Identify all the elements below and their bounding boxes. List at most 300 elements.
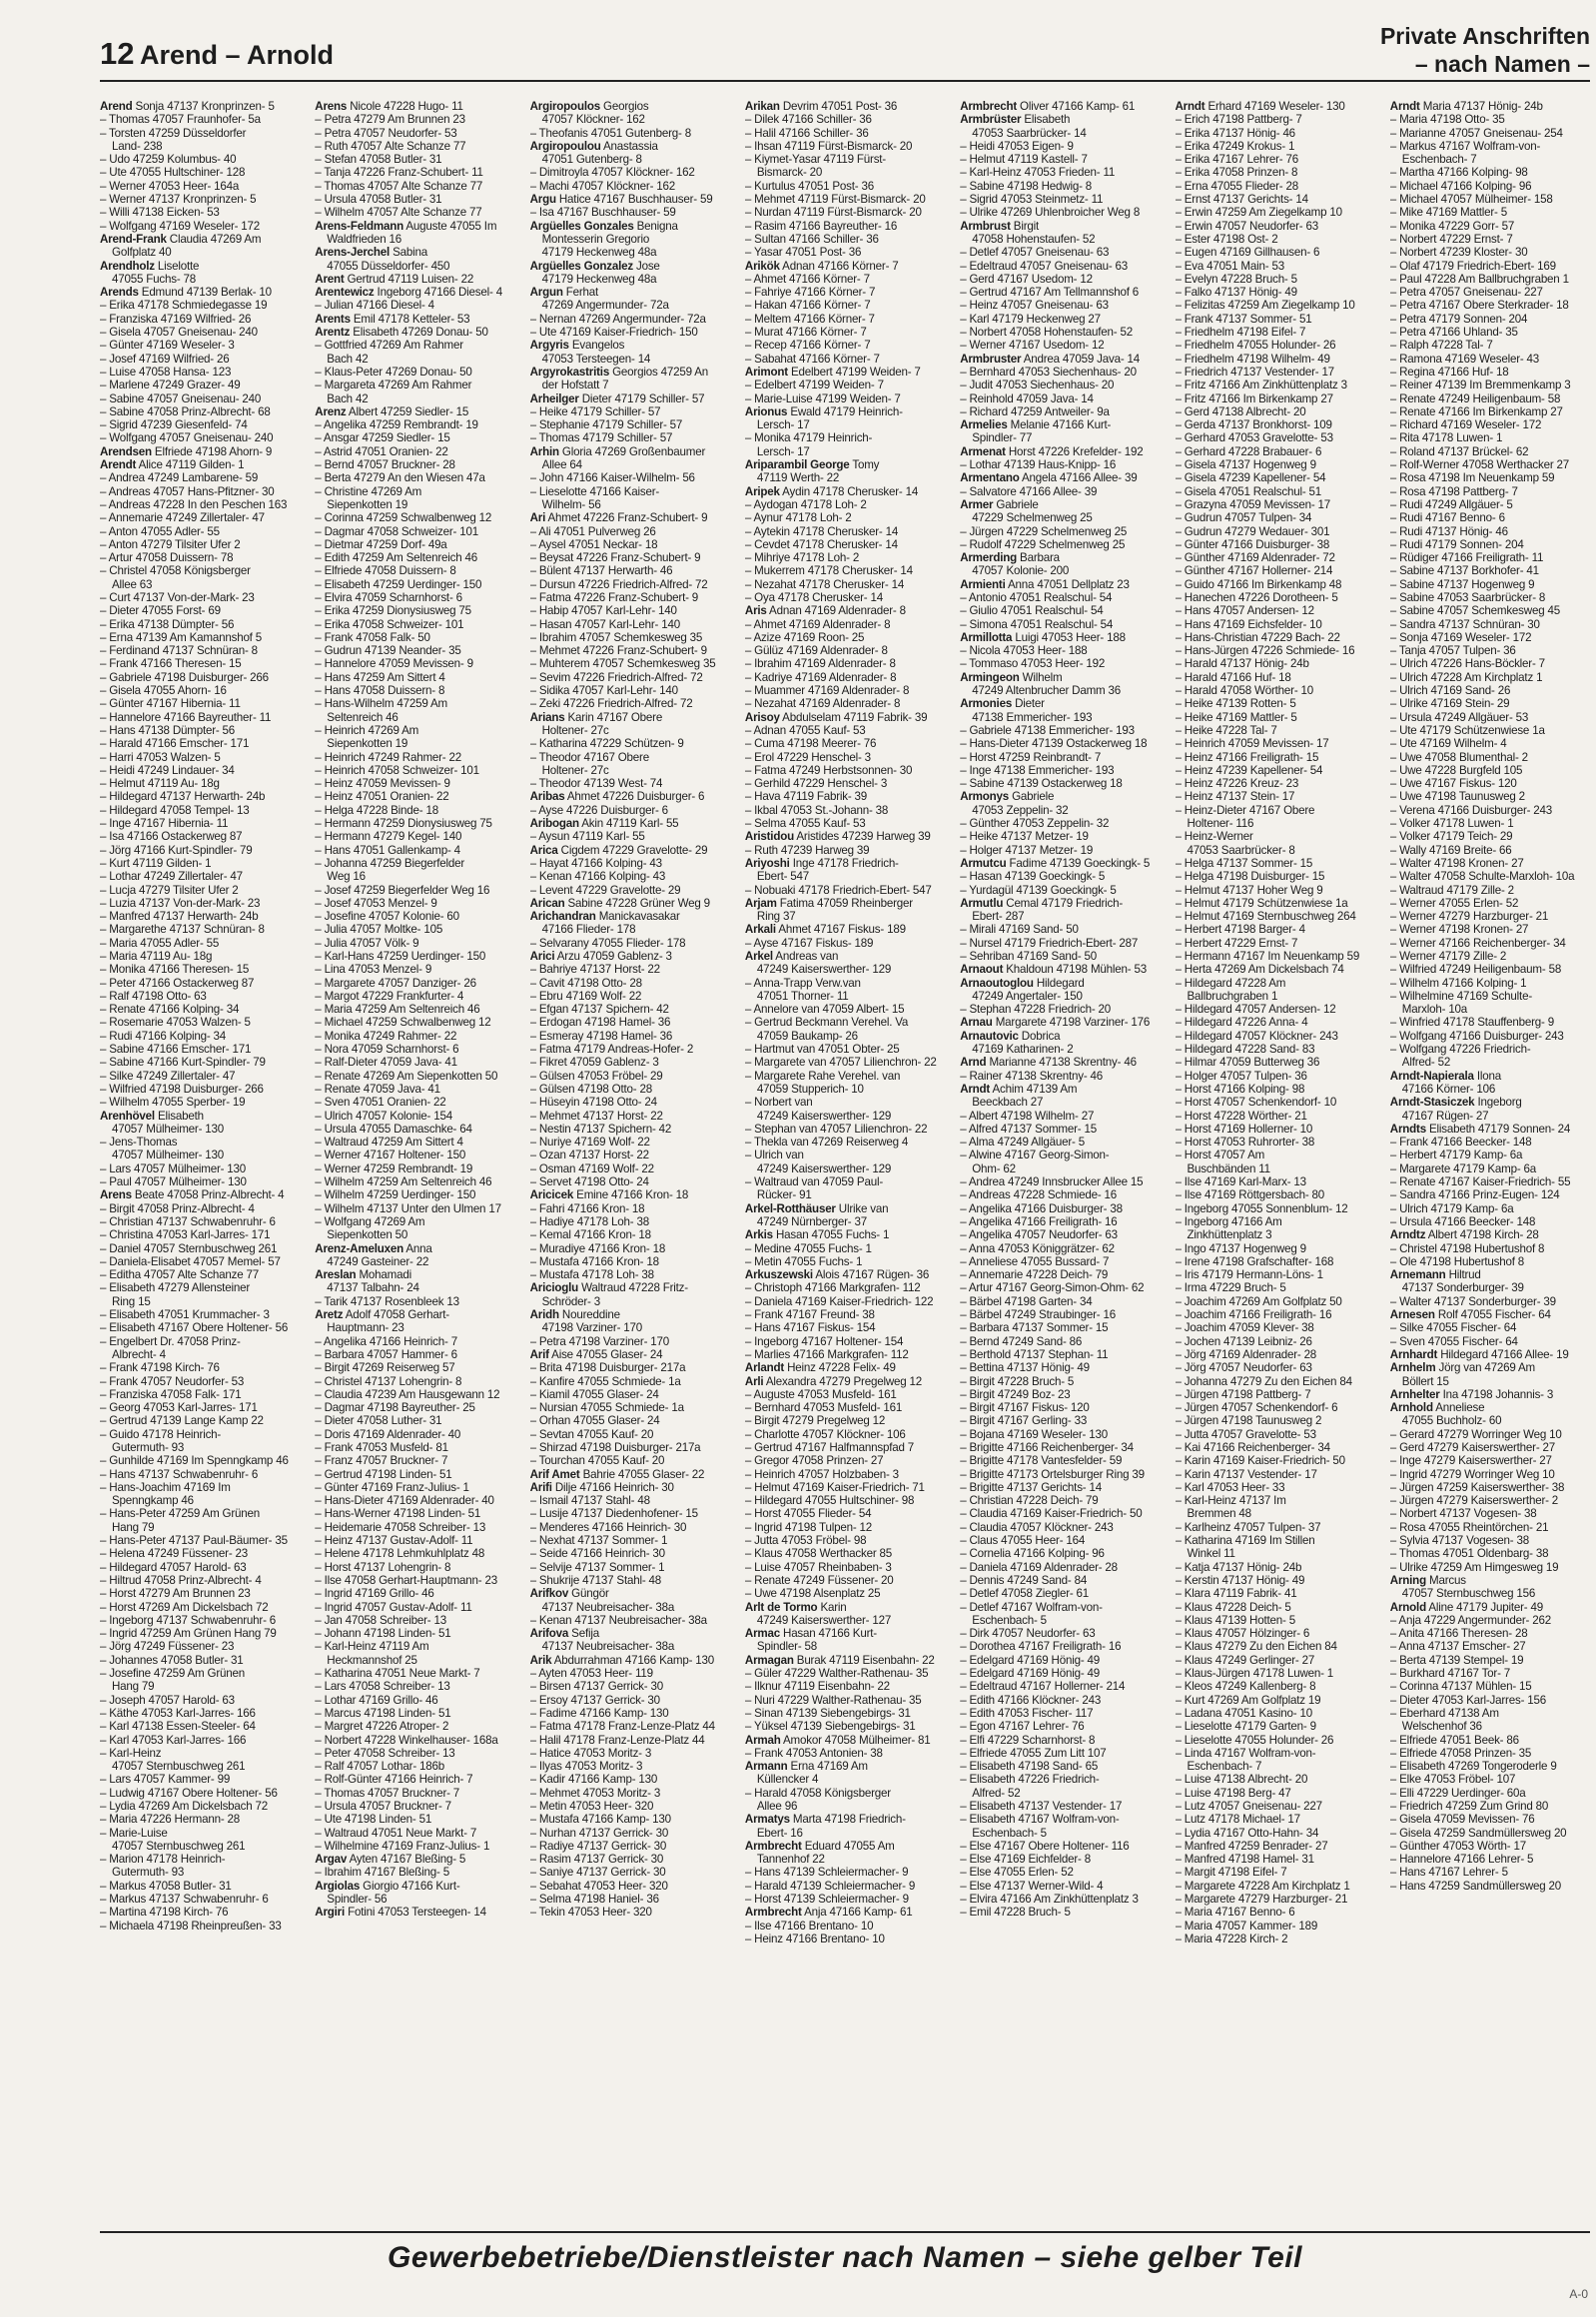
- listing-line: [315, 1773, 514, 1786]
- listing-line: [530, 445, 730, 458]
- listing-line: [1390, 379, 1590, 391]
- listing-line: [960, 1096, 1160, 1109]
- listing-text: – Johann 47198 Linden- 51: [315, 1627, 451, 1641]
- listing-line: [100, 1494, 300, 1507]
- listing-text: – Wolfgang 47226 Friedrich-: [1389, 1043, 1531, 1057]
- listing-line: [530, 286, 730, 299]
- listing-line: [530, 458, 730, 471]
- listing-text: – Bahriye 47137 Horst- 22: [529, 963, 660, 977]
- listing-surname: Ariparambil George: [744, 458, 850, 472]
- listing-line: [745, 392, 945, 405]
- listing-line: [530, 724, 730, 737]
- listing-text: – Horst 47057 Am: [1175, 1149, 1265, 1162]
- listing-text: – Ulrich 47228 Am Kirchplatz 1: [1389, 670, 1543, 684]
- listing-text: Beeckbach 27: [972, 1096, 1044, 1110]
- listing-text: – Annemarie 47249 Zillertaler- 47: [100, 511, 265, 525]
- listing-text: Ewald 47179 Heinrich-: [790, 404, 903, 418]
- listing-line: [315, 273, 514, 286]
- listing-line: [1390, 1707, 1590, 1720]
- listing-line: [1176, 1070, 1375, 1083]
- listing-text: – Günther 47053 Wörth- 17: [1389, 1839, 1526, 1853]
- listing-line: [745, 353, 945, 366]
- listing-text: – Wilhelm 47055 Sperber- 19: [100, 1096, 246, 1110]
- listing-line: [315, 525, 514, 538]
- listing-line: [100, 1016, 300, 1029]
- listing-line: [315, 1468, 514, 1481]
- listing-text: – Kadir 47166 Kamp- 130: [529, 1773, 658, 1787]
- listing-line: [530, 511, 730, 524]
- listing-surname: Arnd: [960, 1056, 987, 1070]
- listing-text: – Hüseyin 47198 Otto- 24: [529, 1096, 657, 1110]
- listing-line: [1176, 1428, 1375, 1441]
- listing-text: – Erna 47139 Am Kamannshof 5: [100, 630, 262, 644]
- listing-text: – Erika 47058 Prinzen- 8: [1175, 166, 1298, 180]
- listing-line: [530, 604, 730, 617]
- listing-line: [100, 127, 300, 140]
- listing-line: [315, 1295, 514, 1308]
- listing-text: – Gisela 47057 Gneisenau- 240: [100, 326, 258, 340]
- listing-text: – Guido 47178 Heinrich-: [100, 1427, 222, 1441]
- listing-surname: Arican: [529, 896, 565, 910]
- listing-line: [960, 764, 1160, 777]
- listing-line: [530, 498, 730, 511]
- listing-line: [960, 273, 1160, 286]
- listing-line: [530, 804, 730, 817]
- listing-text: – Hannelore 47166 Bayreuther- 11: [100, 710, 272, 724]
- listing-text: Dilje 47166 Heinrich- 30: [554, 1480, 674, 1494]
- listing-line: [315, 1481, 514, 1494]
- listing-text: Schröder- 3: [541, 1294, 600, 1308]
- listing-line: [100, 1720, 300, 1733]
- listing-text: – Harald 47166 Huf- 18: [1175, 670, 1291, 684]
- listing-line: [315, 1056, 514, 1069]
- listing-text: – Aytekin 47178 Cherusker- 14: [744, 524, 899, 538]
- listing-surname: Arli: [744, 1374, 764, 1388]
- listing-text: – Frank 47058 Falk- 50: [315, 630, 430, 644]
- listing-line: [530, 339, 730, 352]
- listing-text: – Hakan 47166 Körner- 7: [744, 299, 871, 313]
- listing-text: Elfriede 47198 Ahorn- 9: [154, 444, 273, 458]
- listing-line: [1390, 1680, 1590, 1693]
- listing-text: Ahmet 47226 Franz-Schubert- 9: [547, 511, 708, 525]
- listing-text: Dieter: [1015, 697, 1045, 711]
- listing-text: – Marcus 47198 Linden- 51: [315, 1706, 451, 1720]
- listing-line: [960, 1149, 1160, 1161]
- listing-text: – Horst 47166 Kolping- 98: [1175, 1082, 1305, 1096]
- listing-text: – Ayse 47226 Duisburger- 6: [529, 803, 668, 817]
- listing-line: [1176, 1361, 1375, 1374]
- listing-text: Tomy: [852, 458, 880, 472]
- listing-text: – Curt 47137 Von-der-Mark- 23: [100, 590, 255, 604]
- listing-text: – Annemarie 47228 Deich- 79: [960, 1268, 1109, 1282]
- listing-text: – Kurtulus 47051 Post- 36: [744, 179, 874, 193]
- listing-line: [960, 990, 1160, 1003]
- listing-text: Horst 47226 Krefelder- 192: [1008, 444, 1144, 458]
- listing-line: [1176, 1188, 1375, 1201]
- listing-line: [315, 153, 514, 166]
- listing-text: – Guido 47166 Im Birkenkamp 48: [1175, 577, 1342, 591]
- listing-text: Amokor 47058 Mülheimer- 81: [783, 1733, 931, 1747]
- listing-text: 47137 Neubreisacher- 38a: [541, 1640, 675, 1654]
- listing-line: [745, 1773, 945, 1786]
- listing-line: [315, 206, 514, 219]
- listing-line: [530, 1242, 730, 1255]
- listing-text: – Bojana 47169 Weseler- 130: [960, 1427, 1108, 1441]
- listing-line: [315, 1734, 514, 1747]
- listing-line: [1390, 1321, 1590, 1334]
- listing-text: – Ingeborg 47137 Schwabenruhr- 6: [100, 1613, 277, 1627]
- listing-line: [315, 817, 514, 830]
- listing-line: [100, 299, 300, 312]
- listing-text: – Güler 47229 Walther-Rathenau- 35: [744, 1667, 929, 1681]
- listing-line: [745, 405, 945, 418]
- listing-text: – Markus 47058 Butler- 31: [100, 1879, 232, 1893]
- listing-line: [530, 977, 730, 990]
- listing-surname: Arifkov: [529, 1587, 569, 1601]
- listing-text: – Ruth 47239 Harweg 39: [744, 843, 870, 857]
- listing-line: [960, 923, 1160, 936]
- listing-line: [315, 1760, 514, 1773]
- listing-line: [1390, 1654, 1590, 1667]
- listing-line: [1176, 777, 1375, 790]
- listing-line: [960, 1043, 1160, 1056]
- listing-text: – Paul 47228 Am Ballbruchgraben 1: [1389, 272, 1569, 286]
- listing-text: Angela 47166 Allee- 39: [1021, 471, 1138, 485]
- listing-text: – Edeltraud 47167 Hollerner- 214: [960, 1680, 1126, 1694]
- listing-line: [745, 431, 945, 444]
- listing-line: [100, 1242, 300, 1255]
- listing-line: [1390, 684, 1590, 697]
- listing-line: [1176, 697, 1375, 710]
- listing-line: [960, 1215, 1160, 1228]
- listing-line: [315, 140, 514, 153]
- listing-text: Emil 47178 Ketteler- 53: [353, 312, 470, 326]
- listing-text: 47055 Buchholz- 60: [1401, 1414, 1502, 1428]
- listing-text: 47166 Flieder- 178: [541, 923, 636, 937]
- listing-text: – Tekin 47053 Heer- 320: [529, 1906, 652, 1920]
- listing-surname: Argun: [529, 286, 563, 300]
- listing-line: [100, 884, 300, 897]
- listing-line: [530, 418, 730, 431]
- listing-line: [530, 1627, 730, 1640]
- listing-text: – Andreas 47228 Schmiede- 16: [960, 1188, 1118, 1202]
- listing-text: – Thomas 47057 Bruckner- 7: [315, 1786, 460, 1800]
- listing-line: [1390, 1773, 1590, 1786]
- listing-text: – Brita 47198 Duisburger- 217a: [529, 1361, 686, 1375]
- listing-text: – Erika 47167 Lehrer- 76: [1175, 153, 1298, 167]
- listing-text: Devrim 47051 Post- 36: [782, 100, 898, 113]
- listing-line: [745, 286, 945, 299]
- listing-line: [530, 233, 730, 246]
- listing-text: – Ingrid 47057 Gustav-Adolf- 11: [315, 1600, 472, 1614]
- listing-line: [315, 1162, 514, 1175]
- listing-text: – Zeki 47226 Friedrich-Alfred- 72: [529, 697, 693, 711]
- listing-text: – Thomas 47057 Alte Schanze 77: [315, 179, 483, 193]
- listing-line: [1176, 246, 1375, 259]
- listing-line: [1176, 711, 1375, 724]
- listing-line: [1176, 220, 1375, 233]
- listing-text: – Ramona 47169 Weseler- 43: [1389, 352, 1540, 366]
- listing-line: [960, 1654, 1160, 1667]
- listing-line: [1176, 1534, 1375, 1547]
- listing-line: [100, 1800, 300, 1813]
- listing-text: – Klaus 47228 Deich- 5: [1175, 1600, 1291, 1614]
- listing-text: – Ulrich van: [744, 1149, 804, 1162]
- listing-text: – Hildegard 47226 Anna- 4: [1175, 1016, 1308, 1030]
- listing-text: – Sultan 47166 Schiller- 36: [744, 232, 879, 246]
- listing-text: – Editha 47057 Alte Schanze 77: [100, 1268, 260, 1282]
- listing-text: – Ansgar 47259 Siedler- 15: [315, 431, 450, 445]
- listing-text: Adnan 47169 Aldenrader- 8: [769, 604, 906, 618]
- listing-line: [1390, 1188, 1590, 1201]
- listing-line: [960, 1388, 1160, 1401]
- listing-line: [960, 1534, 1160, 1547]
- listing-text: Hasan 47166 Kurt-: [783, 1627, 877, 1641]
- listing-line: [100, 140, 300, 153]
- listing-text: – Nezahat 47178 Cherusker- 14: [744, 577, 905, 591]
- listing-line: [530, 1454, 730, 1467]
- listing-line: [100, 777, 300, 790]
- listing-line: [1390, 1003, 1590, 1016]
- listing-text: Aise 47055 Glaser- 24: [551, 1347, 663, 1361]
- listing-line: [315, 990, 514, 1003]
- listing-line: [745, 764, 945, 777]
- listing-line: [1390, 1787, 1590, 1800]
- listing-line: [745, 525, 945, 538]
- listing-line: [530, 923, 730, 936]
- listing-line: [1390, 737, 1590, 750]
- listing-line: [745, 1162, 945, 1175]
- listing-text: – Karl-Heinz 47119 Am: [315, 1640, 429, 1654]
- listing-text: – Frank 47057 Neudorfer- 53: [100, 1374, 245, 1388]
- listing-line: [315, 1720, 514, 1733]
- listing-line: [745, 724, 945, 737]
- listing-line: [530, 1587, 730, 1600]
- listing-line: [315, 418, 514, 431]
- listing-line: [315, 1149, 514, 1161]
- listing-text: Ring 37: [756, 910, 796, 924]
- listing-surname: Arnold: [1389, 1600, 1426, 1614]
- listing-text: – Renate 47249 Heiligenbaum- 58: [1389, 391, 1561, 405]
- listing-line: [745, 1361, 945, 1374]
- listing-text: – Edeltraud 47057 Gneisenau- 63: [960, 259, 1129, 273]
- listing-line: [530, 1401, 730, 1414]
- listing-text: – Ozan 47137 Horst- 22: [529, 1149, 649, 1162]
- listing-text: – Werner 47179 Zille- 2: [1389, 950, 1507, 963]
- listing-line: [530, 246, 730, 259]
- listing-line: [745, 1242, 945, 1255]
- listing-surname: Ari: [529, 511, 546, 525]
- listing-line: [530, 1110, 730, 1123]
- listing-line: [100, 220, 300, 233]
- listing-line: [1176, 1083, 1375, 1096]
- listing-text: – Erika 47178 Schmiedegasse 19: [100, 299, 268, 313]
- listing-line: [960, 804, 1160, 817]
- listing-line: [530, 1880, 730, 1893]
- listing-line: [100, 1188, 300, 1201]
- listing-line: [745, 870, 945, 883]
- listing-text: 47167 Rügen- 27: [1401, 1109, 1489, 1123]
- listing-text: – Heinz 47239 Kapellener- 54: [1175, 763, 1323, 777]
- listing-line: [100, 1601, 300, 1614]
- listing-text: – Ahmet 47166 Körner- 7: [744, 272, 870, 286]
- listing-text: – Gisela 47055 Ahorn- 16: [100, 684, 227, 698]
- listing-line: [1390, 1308, 1590, 1321]
- listing-line: [1176, 1454, 1375, 1467]
- listing-line: [960, 1813, 1160, 1826]
- listing-text: – Kanfire 47055 Schmiede- 1a: [529, 1374, 681, 1388]
- listing-line: [315, 445, 514, 458]
- listing-surname: Arnhardt: [1389, 1347, 1438, 1361]
- listing-line: [1176, 1096, 1375, 1109]
- listing-text: – Norbert 47137 Vogesen- 38: [1389, 1507, 1537, 1521]
- listing-line: [530, 1255, 730, 1268]
- listing-line: [530, 1547, 730, 1560]
- listing-text: – Volker 47179 Teich- 29: [1389, 830, 1513, 844]
- listing-surname: Arkali: [744, 923, 776, 937]
- listing-line: [530, 1521, 730, 1534]
- listing-text: – Horst 47269 Am Dickelsbach 72: [100, 1600, 269, 1614]
- listing-text: – Theodor 47139 West- 74: [529, 777, 663, 791]
- listing-line: [745, 963, 945, 976]
- listing-line: [100, 1880, 300, 1893]
- listing-line: [960, 127, 1160, 140]
- listing-line: [745, 1547, 945, 1560]
- listing-text: 47059 Stupperich- 10: [756, 1082, 864, 1096]
- listing-text: – Sinan 47139 Siebengebirgs- 31: [744, 1706, 911, 1720]
- listing-text: – Udo 47259 Kolumbus- 40: [100, 153, 237, 167]
- listing-text: – Heinz 47137 Gustav-Adolf- 11: [315, 1534, 473, 1548]
- listing-surname: Arici: [529, 950, 555, 963]
- listing-line: [530, 1441, 730, 1454]
- listing-text: Heinz 47228 Felix- 49: [787, 1361, 896, 1375]
- listing-line: [100, 538, 300, 551]
- listing-text: 47058 Hohenstaufen- 52: [972, 232, 1096, 246]
- listing-text: – Jan 47058 Schreiber- 13: [315, 1613, 446, 1627]
- listing-text: – Andrea 47249 Innsbrucker Allee 15: [960, 1175, 1144, 1189]
- listing-text: Georgios 47259 An: [612, 365, 708, 379]
- listing-text: – Klaus 47279 Zu den Eichen 84: [1175, 1640, 1337, 1654]
- page-title: Arend – Arnold: [140, 40, 335, 70]
- listing-text: Ebert- 547: [756, 870, 810, 884]
- listing-text: Spindler- 56: [327, 1893, 388, 1907]
- listing-line: [1390, 1228, 1590, 1241]
- listing-line: [1176, 140, 1375, 153]
- listing-text: Aristides 47239 Harweg 39: [796, 830, 931, 844]
- listing-text: – Sabine 47166 Emscher- 171: [100, 1043, 252, 1057]
- listing-line: [1176, 1507, 1375, 1520]
- listing-line: [745, 1428, 945, 1441]
- listing-text: – Salvatore 47166 Allee- 39: [960, 484, 1098, 498]
- listing-line: [530, 631, 730, 644]
- listing-line: [100, 206, 300, 219]
- listing-line: [745, 1654, 945, 1667]
- listing-line: [1390, 751, 1590, 764]
- directory-column-2: [315, 100, 514, 2217]
- listing-text: – Theofanis 47051 Gutenberg- 8: [529, 126, 691, 140]
- listing-line: [315, 1694, 514, 1707]
- listing-line: [100, 937, 300, 950]
- listing-line: [100, 1003, 300, 1016]
- listing-line: [960, 113, 1160, 126]
- listing-text: – Helga 47137 Sommer- 15: [1175, 856, 1313, 870]
- listing-line: [315, 431, 514, 444]
- listing-line: [100, 724, 300, 737]
- listing-line: [100, 1268, 300, 1281]
- listing-text: Marxloh- 10a: [1401, 1003, 1468, 1017]
- listing-text: – Sidika 47057 Karl-Lehr- 140: [529, 684, 678, 698]
- listing-line: [960, 564, 1160, 577]
- listing-text: – Nuriye 47169 Wolf- 22: [529, 1136, 650, 1150]
- listing-line: [100, 1441, 300, 1454]
- listing-text: – Werner 47167 Usedom- 12: [960, 339, 1105, 353]
- listing-line: [1176, 538, 1375, 551]
- listing-surname: Arenz: [315, 404, 347, 418]
- listing-line: [960, 1507, 1160, 1520]
- listing-text: – Helmut 47169 Kaiser-Friedrich- 71: [744, 1480, 925, 1494]
- listing-text: – Hermann 47259 Dionysiusweg 75: [315, 817, 492, 831]
- listing-line: [960, 657, 1160, 670]
- listing-text: – Helene 47178 Lehmkuhlplatz 48: [315, 1547, 485, 1561]
- listing-text: 47057 Mülheimer- 130: [112, 1149, 225, 1162]
- listing-text: – Renate 47249 Füssener- 20: [744, 1573, 894, 1587]
- listing-text: – Dagmar 47058 Schweizer- 101: [315, 524, 478, 538]
- listing-surname: Argüelles Gonzales: [529, 219, 634, 233]
- listing-text: – Rudolf 47229 Schelmenweg 25: [960, 537, 1126, 551]
- listing-line: [745, 1043, 945, 1056]
- listing-text: – Renate 47166 Im Birkenkamp 27: [1389, 404, 1563, 418]
- listing-text: 47057 Sternbuschweg 156: [1401, 1587, 1536, 1601]
- listing-text: – Wolfgang 47166 Duisburger- 243: [1389, 1029, 1564, 1043]
- listing-line: [1390, 471, 1590, 484]
- listing-line: [960, 1281, 1160, 1294]
- listing-text: – Heinz 47051 Oranien- 22: [315, 790, 449, 804]
- listing-text: 47137 Sonderburger- 39: [1401, 1281, 1524, 1295]
- listing-line: [315, 1747, 514, 1760]
- listing-line: [315, 1547, 514, 1560]
- listing-line: [1176, 1481, 1375, 1494]
- listing-line: [960, 1547, 1160, 1560]
- listing-line: [960, 1481, 1160, 1494]
- listing-text: – Andreas 47228 In den Peschen 163: [100, 497, 288, 511]
- listing-line: [315, 923, 514, 936]
- listing-text: Eduard 47055 Am: [804, 1839, 895, 1853]
- listing-line: [1176, 1255, 1375, 1268]
- listing-surname: Armillotta: [960, 630, 1013, 644]
- listing-line: [315, 353, 514, 366]
- listing-line: [315, 1827, 514, 1840]
- listing-line: [1390, 1070, 1590, 1083]
- listing-line: [530, 990, 730, 1003]
- listing-text: – Muammer 47169 Aldenrader- 8: [744, 684, 910, 698]
- listing-text: – Josefine 47259 Am Grünen: [100, 1667, 245, 1681]
- listing-line: [960, 193, 1160, 206]
- listing-text: – Hans-Christian 47229 Bach- 22: [1175, 630, 1340, 644]
- listing-line: [1176, 963, 1375, 976]
- listing-text: – Jörg 47249 Füssener- 23: [100, 1640, 235, 1654]
- listing-text: Alfred- 52: [972, 1786, 1021, 1800]
- listing-line: [1390, 286, 1590, 299]
- listing-line: [960, 206, 1160, 219]
- listing-surname: Arndt: [960, 1082, 991, 1096]
- listing-text: – Elfi 47229 Scharnhorst- 8: [960, 1733, 1096, 1747]
- listing-text: – Claudia 47239 Am Hausgewann 12: [315, 1387, 500, 1401]
- listing-text: – Markus 47137 Schwabenruhr- 6: [100, 1893, 269, 1907]
- listing-text: – Ralf 47198 Otto- 63: [100, 989, 207, 1003]
- listing-line: [100, 644, 300, 657]
- listing-line: [315, 950, 514, 963]
- listing-text: – Jürgen 47057 Schenkendorf- 6: [1175, 1401, 1338, 1415]
